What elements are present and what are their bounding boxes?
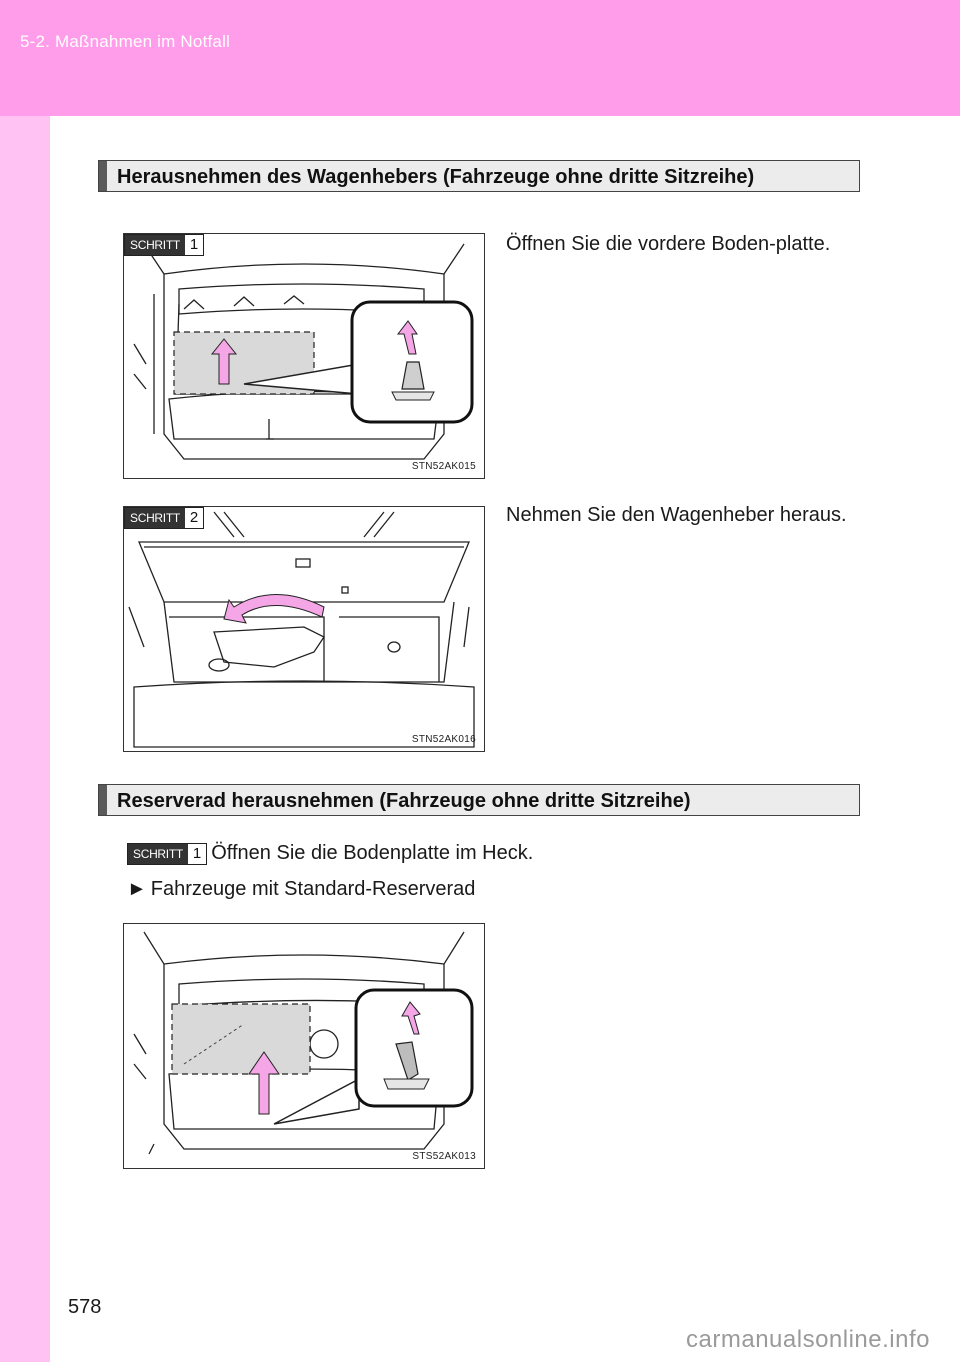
step-instruction: Öffnen Sie die Bodenplatte im Heck. <box>211 842 534 864</box>
step-badge-1 <box>124 234 204 256</box>
heading-text: Reserverad herausnehmen (Fahrzeuge ohne dritte Sitzreihe) <box>117 790 691 812</box>
bullet-arrow-icon: ► <box>127 878 147 900</box>
heading-accent-bar <box>99 161 107 191</box>
figure-step2-jack <box>123 506 485 752</box>
section-title: 5-2. Maßnahmen im Notfall <box>20 32 231 51</box>
step-badge-number: 1 <box>192 844 202 862</box>
step-badge-label: SCHRITT <box>125 508 185 528</box>
bullet-line <box>127 878 475 901</box>
cargo-area-illustration <box>124 234 484 478</box>
figure-code: STN52AK015 <box>411 461 476 472</box>
step-badge-1 <box>127 843 207 865</box>
figure-spare-wheel <box>123 923 485 1169</box>
watermark: carmanualsonline.info <box>686 1326 930 1353</box>
page-header-band <box>0 0 960 116</box>
heading-accent-bar <box>99 785 107 815</box>
heading-text: Herausnehmen des Wagenhebers (Fahrzeuge ohne dritte Sitzreihe) <box>117 166 755 188</box>
step-badge-number: 2 <box>189 509 199 526</box>
figure-step1-floor-board <box>123 233 485 479</box>
section-heading-spare-wheel <box>98 784 860 816</box>
page-number: 578 <box>68 1296 102 1318</box>
page-side-band <box>0 0 50 1362</box>
step-badge-label: SCHRITT <box>128 844 188 864</box>
spare-wheel-illustration <box>124 924 484 1168</box>
bullet-text: Fahrzeuge mit Standard-Reserverad <box>150 878 476 900</box>
step-badge-number: 1 <box>189 236 199 253</box>
figure-code: STN52AK016 <box>411 734 476 745</box>
figure-code: STS52AK013 <box>412 1151 476 1162</box>
section2-step1-line <box>127 842 533 865</box>
step-badge-2 <box>124 507 204 529</box>
section-heading-jack <box>98 160 860 192</box>
jack-removal-illustration <box>124 507 484 751</box>
step1-instruction: Öffnen Sie die vordere Boden-platte. <box>506 233 831 255</box>
step-badge-label: SCHRITT <box>125 235 185 255</box>
step2-instruction: Nehmen Sie den Wagenheber heraus. <box>506 504 847 526</box>
